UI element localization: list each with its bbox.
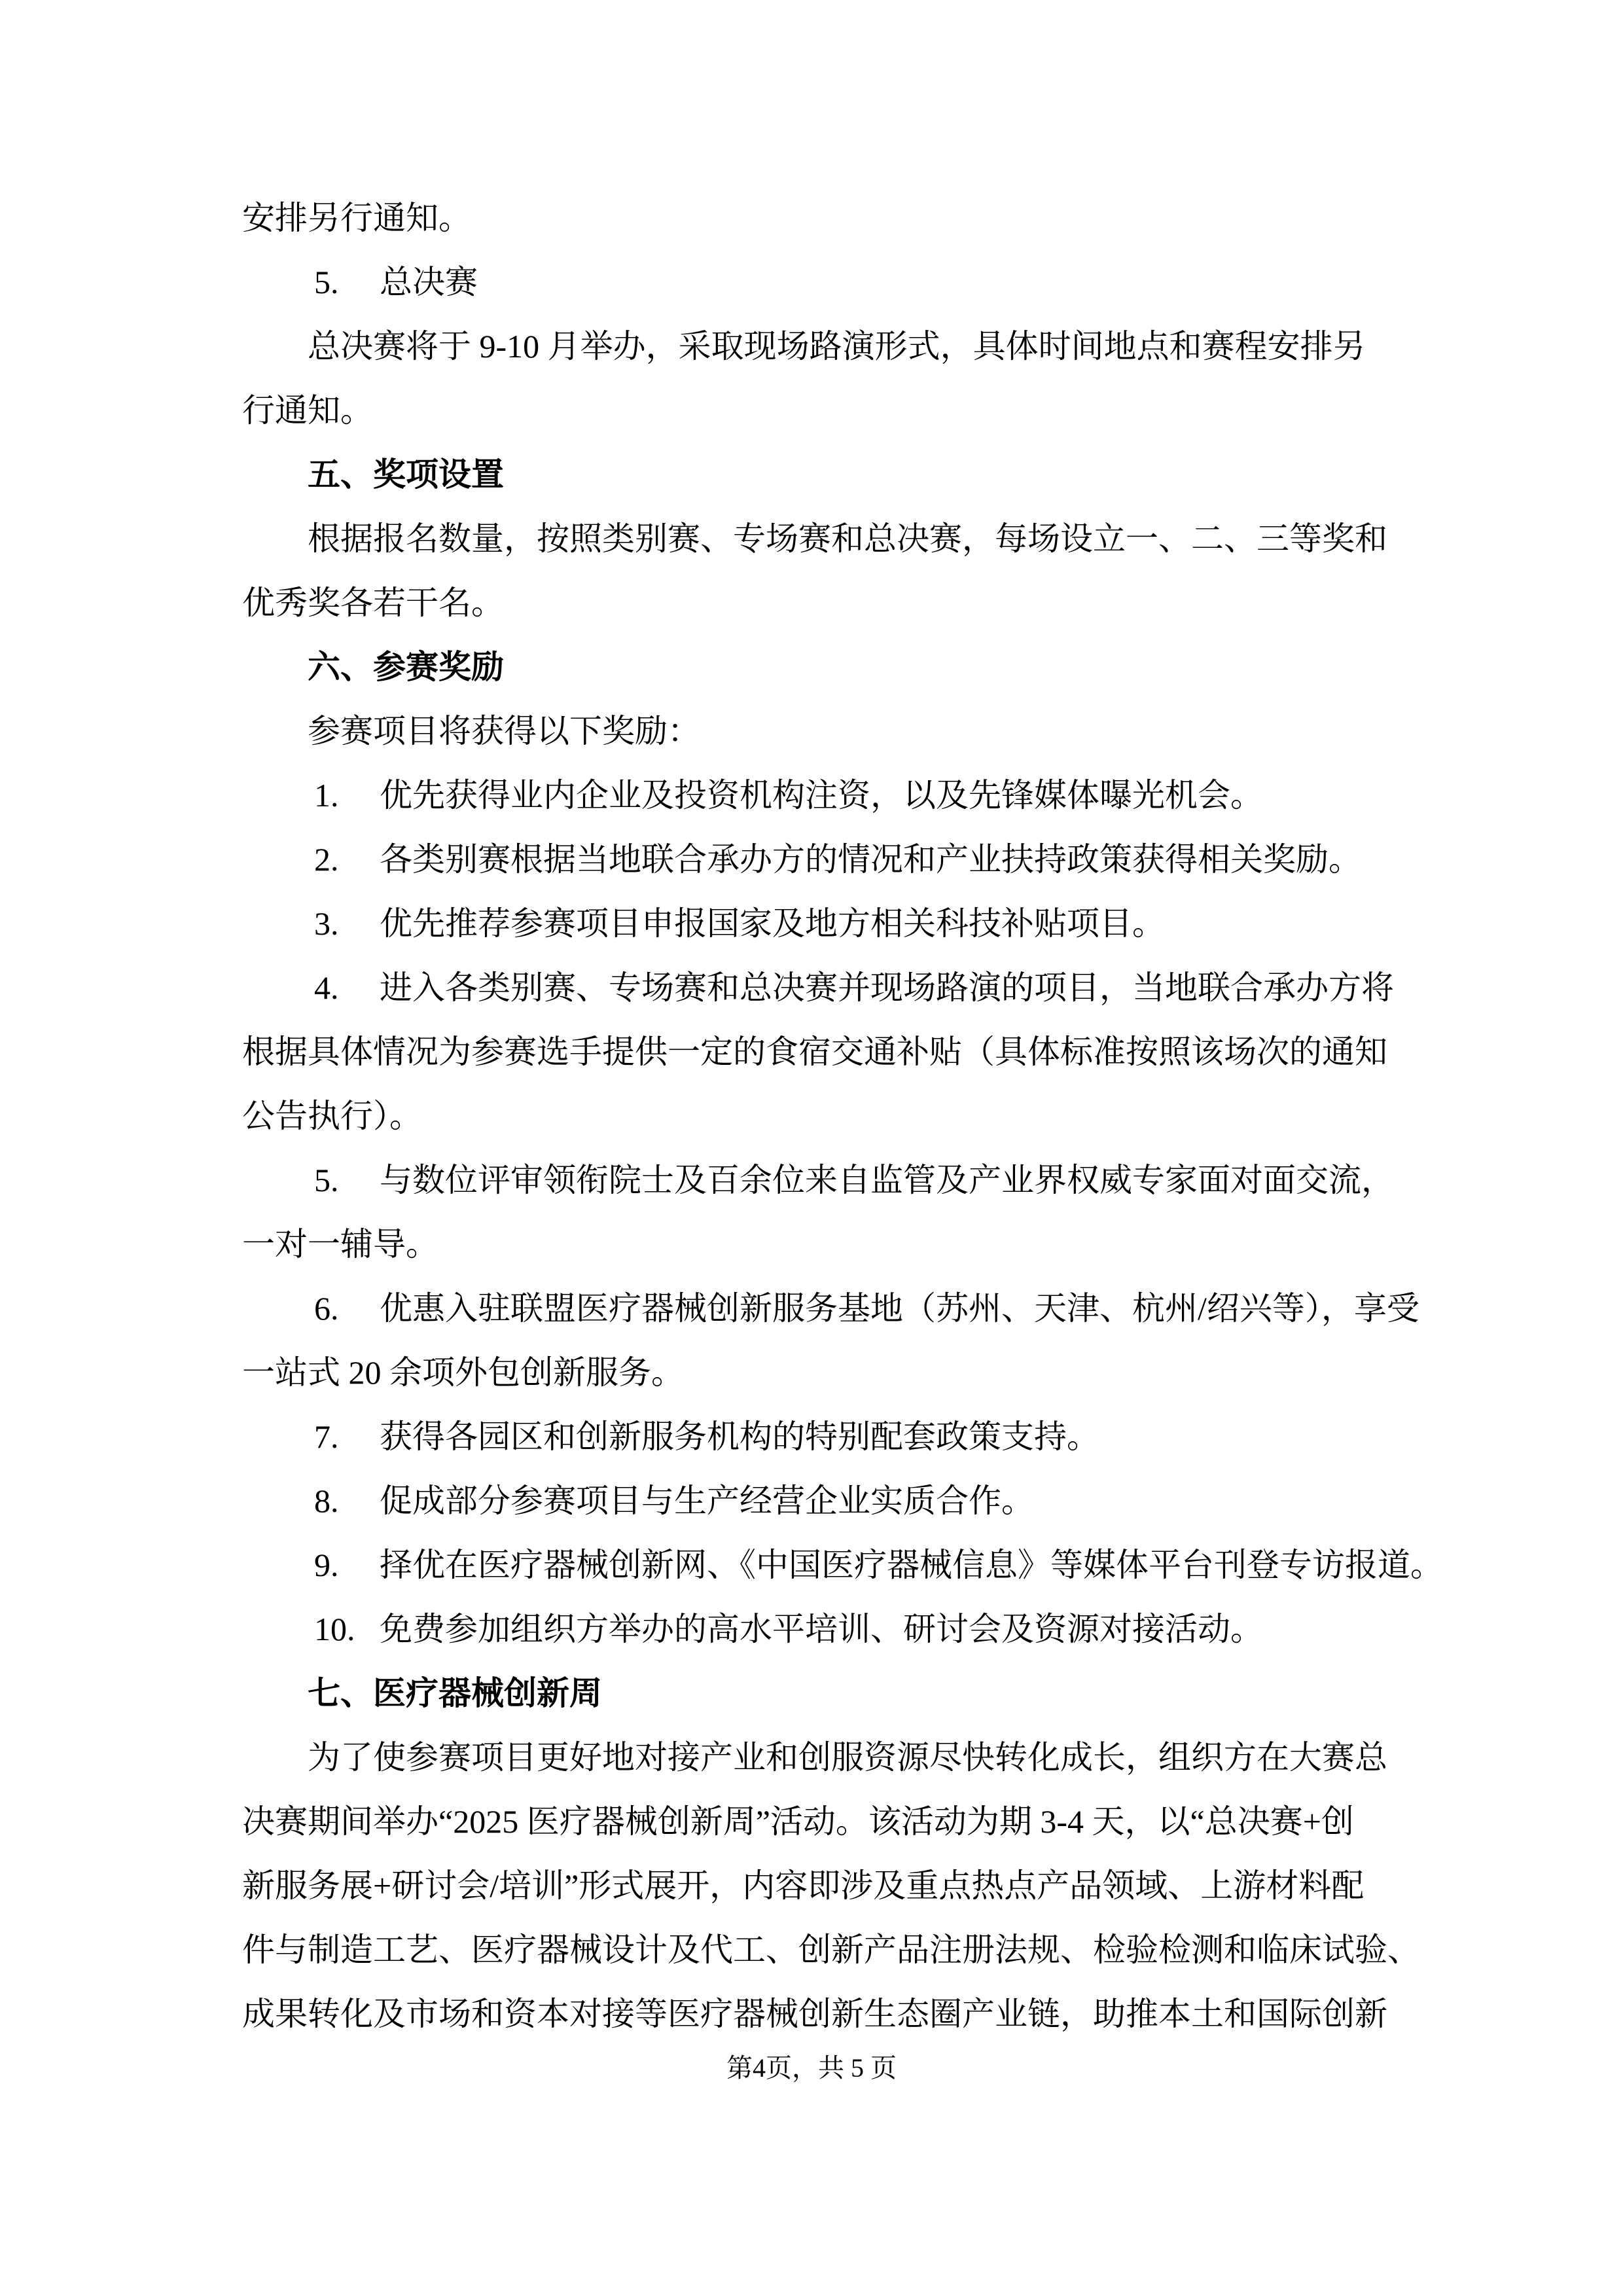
document-line: 根据具体情况为参赛选手提供一定的食宿交通补贴（具体标准按照该场次的通知: [242, 1033, 1387, 1070]
list-number: 8.: [314, 1482, 339, 1519]
document-line: [242, 1533, 1443, 1597]
list-number: 5.: [314, 264, 339, 300]
document-line: 总决赛将于 9-10 月举办，采取现场路演形式，具体时间地点和赛程安排另: [308, 328, 1366, 365]
document-line: [242, 250, 1384, 314]
document-line: [242, 956, 1394, 1020]
document-line: [242, 1276, 1419, 1340]
document-line: 一对一辅导。: [242, 1226, 438, 1263]
list-item-text: 总决赛: [380, 264, 478, 300]
list-item-text: 优先获得业内企业及投资机构注资，以及先锋媒体曝光机会。: [380, 777, 1263, 814]
document-line: [242, 1148, 1394, 1212]
document-line: [242, 827, 1384, 891]
section-heading: 六、参赛奖励: [308, 649, 504, 685]
document-line: 安排另行通知。: [242, 200, 471, 236]
list-item-text: 促成部分参赛项目与生产经营企业实质合作。: [380, 1482, 1034, 1519]
document-line: 公告执行）。: [242, 1098, 422, 1134]
document-line: 一站式 20 余项外包创新服务。: [242, 1354, 684, 1391]
list-item-text: 各类别赛根据当地联合承办方的情况和产业扶持政策获得相关奖励。: [380, 841, 1361, 878]
document-line: [242, 1405, 1384, 1469]
list-number: 5.: [314, 1162, 339, 1198]
page-footer: 第4页，共 5 页: [726, 2053, 897, 2083]
document-line: 决赛期间举办“2025 医疗器械创新周”活动。该活动为期 3-4 天，以“总决赛+创: [242, 1803, 1354, 1840]
document-line: [242, 1597, 1384, 1661]
document-line: 新服务展+研讨会/培训”形式展开，内容即涉及重点热点产品领域、上游材料配: [242, 1867, 1364, 1904]
list-number: 2.: [314, 841, 339, 878]
list-number: 1.: [314, 777, 339, 814]
list-item-text: 进入各类别赛、专场赛和总决赛并现场路演的项目，当地联合承办方将: [380, 969, 1394, 1006]
section-heading: 五、奖项设置: [308, 456, 504, 493]
list-number: 6.: [314, 1290, 339, 1327]
list-number: 10.: [314, 1611, 355, 1647]
document-line: 参赛项目将获得以下奖励：: [308, 713, 700, 749]
document-body: [242, 186, 1443, 2046]
document-line: 成果转化及市场和资本对接等医疗器械创新生态圈产业链，助推本土和国际创新: [242, 1996, 1387, 2032]
list-number: 7.: [314, 1418, 339, 1455]
list-item-text: 优先推荐参赛项目申报国家及地方相关科技补贴项目。: [380, 905, 1165, 942]
document-line: [242, 891, 1384, 956]
list-number: 9.: [314, 1547, 339, 1583]
document-line: 行通知。: [242, 392, 373, 429]
section-heading: 七、医疗器械创新周: [308, 1675, 602, 1712]
list-item-text: 获得各园区和创新服务机构的特别配套政策支持。: [380, 1418, 1099, 1455]
document-line: 件与制造工艺、医疗器械设计及代工、创新产品注册法规、检验检测和临床试验、: [242, 1931, 1420, 1968]
list-item-text: 免费参加组织方举办的高水平培训、研讨会及资源对接活动。: [380, 1611, 1263, 1647]
list-number: 3.: [314, 905, 339, 942]
document-line: [242, 1469, 1384, 1533]
document-line: 根据报名数量，按照类别赛、专场赛和总决赛，每场设立一、二、三等奖和: [308, 520, 1387, 557]
list-number: 4.: [314, 969, 339, 1006]
document-line: 为了使参赛项目更好地对接产业和创服资源尽快转化成长，组织方在大赛总: [308, 1739, 1387, 1776]
document-line: [242, 763, 1384, 827]
document-line: 优秀奖各若干名。: [242, 584, 504, 621]
list-item-text: 择优在医疗器械创新网、《中国医疗器械信息》等媒体平台刊登专访报道。: [380, 1547, 1443, 1583]
list-item-text: 与数位评审领衔院士及百余位来自监管及产业界权威专家面对面交流，: [380, 1162, 1394, 1198]
list-item-text: 优惠入驻联盟医疗器械创新服务基地（苏州、天津、杭州/绍兴等），享受: [380, 1290, 1419, 1327]
